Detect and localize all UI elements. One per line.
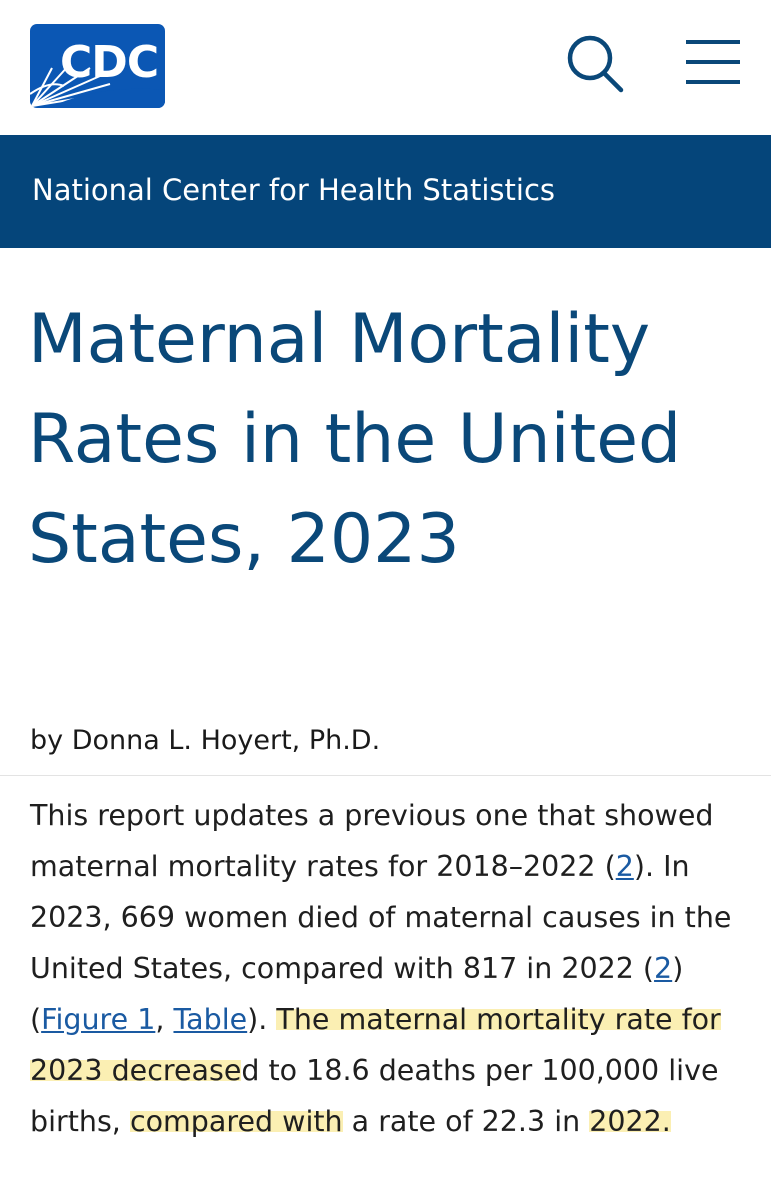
table-link[interactable]: Table (173, 1003, 248, 1036)
figure-1-link[interactable]: Figure 1 (41, 1003, 156, 1036)
highlighted-text: compared with (129, 1105, 343, 1138)
text-segment: This report updates a previous one that showed maternal mortality rates for 2018–2022 ( (30, 799, 714, 883)
highlighted-text: The maternal mortality rate for 2023 decrease (30, 1003, 721, 1087)
text-segment: ). In 2023, 669 women died of maternal causes in the United States, compared with 817 in 2022 ( (30, 850, 732, 985)
hamburger-menu-icon (684, 38, 742, 88)
reference-link-2[interactable]: 2 (654, 952, 673, 985)
author-byline: by Donna L. Hoyert, Ph.D. (30, 725, 381, 756)
report-summary-paragraph (30, 790, 750, 1147)
reference-link-2[interactable]: 2 (615, 850, 634, 883)
text-segment: , (155, 1003, 174, 1036)
text-segment: a rate of 22.3 in (342, 1105, 590, 1138)
search-icon (562, 32, 626, 96)
highlighted-text: 2022. (589, 1105, 671, 1138)
text-segment: ) ( (30, 952, 684, 1036)
banner-title-link[interactable]: National Center for Health Statistics (32, 173, 555, 207)
text-segment: d to 18.6 deaths per 100,000 live births, (30, 1054, 719, 1138)
page-title: Maternal Mortality Rates in the United States, 2023 (28, 300, 682, 579)
text-segment: ). (247, 1003, 277, 1036)
top-navigation-bar (0, 0, 771, 135)
search-button[interactable] (562, 32, 626, 96)
logo-text: CDC (60, 37, 159, 88)
menu-button[interactable] (684, 38, 742, 88)
site-banner (0, 135, 771, 248)
cdc-logo[interactable] (30, 24, 165, 108)
